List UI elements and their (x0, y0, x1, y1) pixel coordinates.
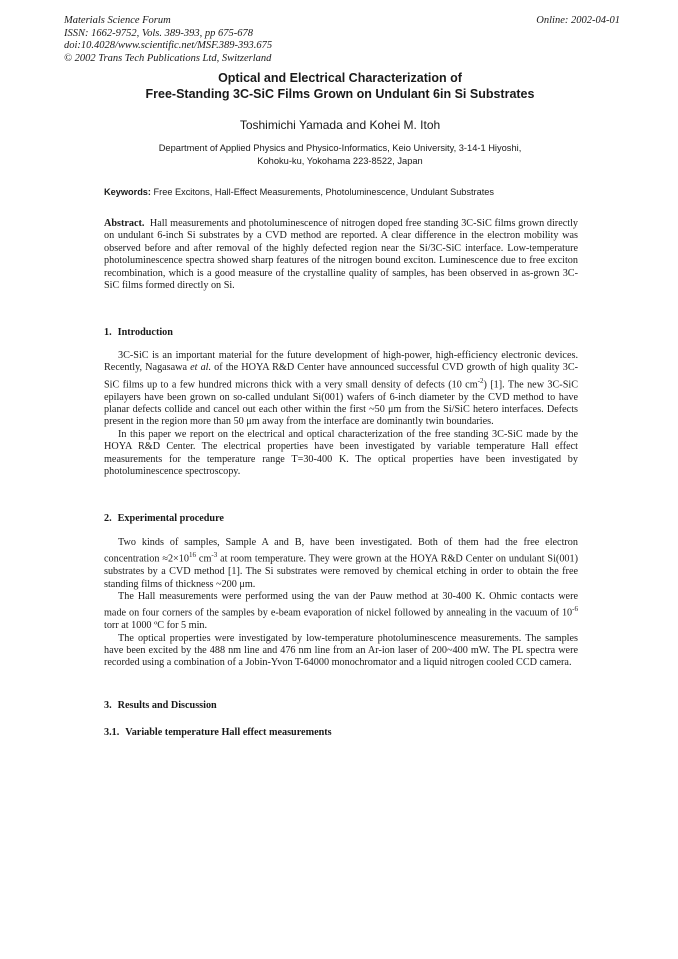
experimental-paragraph-3: The optical properties were investigated by low-temperature photoluminescence measurements. The samples have been excited by the 488 nm line and 476 nm line from an Ar-ion laser of 200~400 mW. The PL spectra were recorded using a combination of a Jobin-Yvon T-64000 monochromator and a liquid nitrogen cooled CCD camera. (104, 632, 578, 669)
authors: Toshimichi Yamada and Kohei M. Itoh (239, 118, 441, 132)
abstract-label: Abstract. (104, 218, 145, 229)
subsection-heading-hall: 3.1. Variable temperature Hall effect measurements (104, 727, 332, 738)
affiliation-line-2: Kohoku-ku, Yokohama 223-8522, Japan (257, 156, 423, 166)
introduction-body (104, 350, 578, 478)
intro-paragraph-1: 3C-SiC is an important material for the future development of high-power, high-efficiency electronic devices. Recently, Nagasawa et al. of the HOYA R&D Center have announced successful CVD growth of high quality 3C-SiC films up to a few hundred microns thick with a very small density of defects (10 $cm^{-2}$) [1]. The new 3C-SiC epilayers have been grown on so-called undulant Si(001) wafers of 6-inch diameter by the CVD method to have planar defects collide and cancel out each other within the first ~50 μm from the Si/SiC hetero interfaces. Defects present in the region more than 50 μm away from the interface are dominantly twin boundaries. (104, 350, 579, 428)
affiliation-line-1: Department of Applied Physics and Physico-Informatics, Keio University, 3-14-1 Hiyoshi, (158, 143, 522, 153)
journal-header (64, 15, 620, 65)
section-heading-results: 3. Results and Discussion (104, 700, 217, 711)
keywords-text: Free Excitons, Hall-Effect Measurements, Photoluminescence, Undulant Substrates (153, 187, 494, 197)
doi-line[interactable]: doi:10.4028/www.scientific.net/MSF.389-393.675 (64, 40, 273, 51)
online-date: Online: 2002-04-01 (536, 15, 620, 26)
keywords (104, 186, 584, 198)
copyright-line: © 2002 Trans Tech Publications Ltd, Switzerland (64, 52, 272, 64)
title-line-1: Optical and Electrical Characterization of (218, 71, 462, 85)
paper-title (60, 71, 620, 102)
experimental-paragraph-1: Two kinds of samples, Sample A and B, have been investigated. Both of them had the free electron concentration $\approx 2\times 10^{16}$ $cm^{-3}$ at room temperature. They were grown at the HOYA R&D Center on undulant Si(001) substrates by a CVD method [1]. The Si substrates were removed by chemical etching in order to obtain the free standing films of thickness ~200 μm. (104, 537, 578, 590)
affiliation (60, 142, 620, 168)
section-heading-introduction: 1. Introduction (104, 327, 173, 338)
section-heading-experimental: 2. Experimental procedure (104, 513, 224, 524)
journal-name: Materials Science Forum (64, 15, 171, 26)
title-line-2: Free-Standing 3C-SiC Films Grown on Undulant 6in Si Substrates (145, 86, 535, 101)
keywords-label: Keywords: (104, 187, 151, 197)
abstract (104, 218, 578, 292)
issn-line: ISSN: 1662-9752, Vols. 389-393, pp 675-678 (64, 27, 253, 39)
experimental-body (104, 537, 578, 670)
intro-paragraph-2: In this paper we report on the electrical and optical characterization of the free standing 3C-SiC made by the HOYA R&D Center. The electrical properties have been investigated by variable temperature Hall effect measurements for the temperature range T=30-400 K. The optical properties have been investigated by photoluminescence spectroscopy. (104, 428, 578, 478)
abstract-text: Hall measurements and photoluminescence of nitrogen doped free standing 3C-SiC films grown directly on undulant 6-inch Si substrates by a CVD method are reported. A clear difference in the electron mobility was observed before and after removal of the highly defected region near the Si/3C-SiC interface. Low-temperature photoluminescence spectra showed sharp features of the nitrogen bound exciton. Luminescence due to free exciton recombination, which is a good measure of the crystalline quality of samples, has been observed in as-grown 3C-SiC films formed directly on Si. (104, 218, 579, 292)
experimental-paragraph-2: The Hall measurements were performed using the van der Pauw method at 30-400 K. Ohmic contacts were made on four corners of the samples by e-beam evaporation of nickel followed by annealing in the vacuum of $10^{-6}$ torr at 1000 ºC for 5 min. (104, 591, 578, 632)
